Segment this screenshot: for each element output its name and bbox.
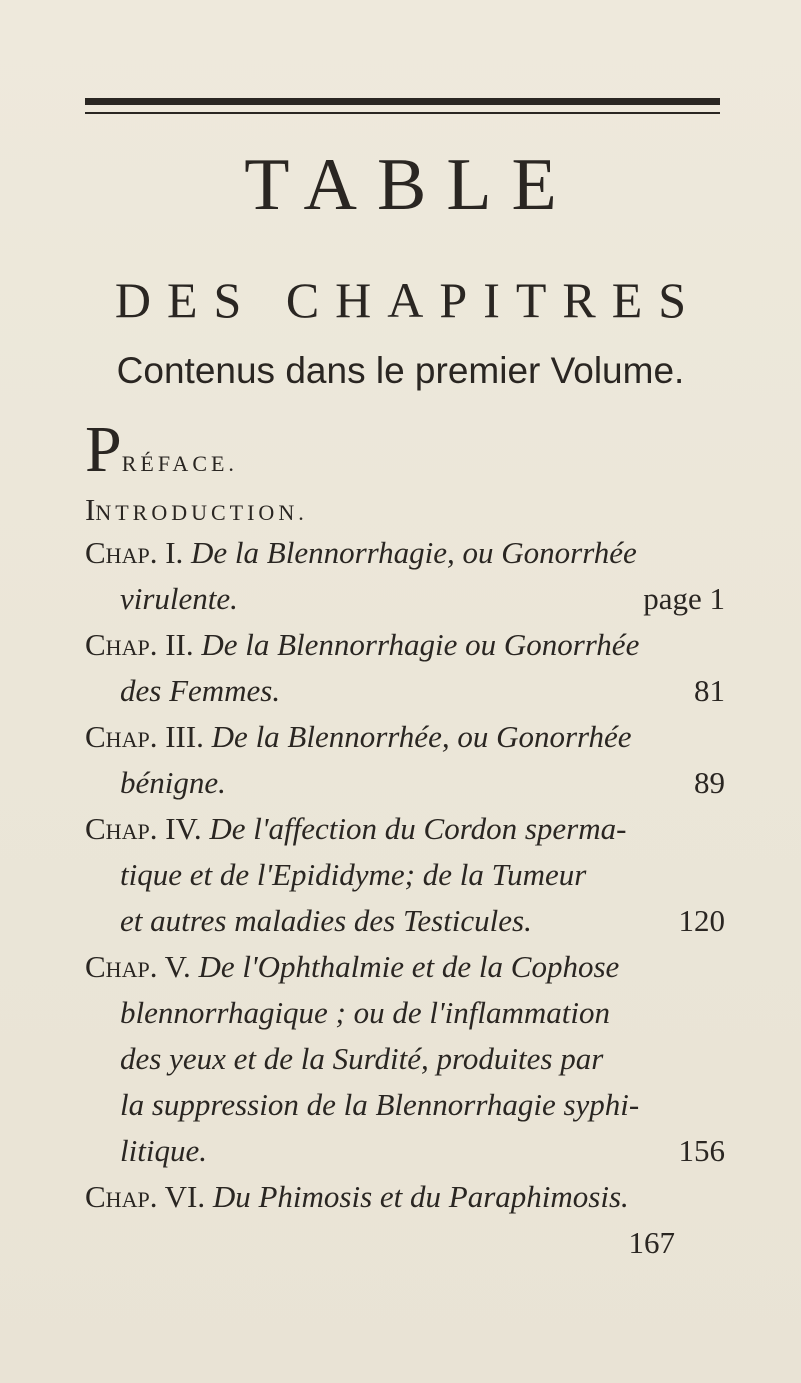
chapter-title-line: et autres maladies des Testicules. [120,903,532,938]
chapter-title-line: De la Blennorrhée, ou Gonorrhée [211,719,632,754]
page-title: TABLE [244,144,577,226]
page-subtitle: DES CHAPITRES [114,272,703,328]
chapter-label: Chap. VI. [85,1179,206,1214]
intro-rest: NTRODUCTION. [95,500,308,525]
chapter-title-line: des Femmes. [120,673,281,708]
chapter-page-number: 89 [694,765,725,800]
intro-initial: I [85,492,96,527]
chapter-label: Chap. IV. [85,811,202,846]
chapter-title-line: litique. [120,1133,207,1168]
chapter-entry-1 [85,530,725,622]
chapter-title-line: la suppression de la Blennorrhagie syphi- [120,1087,640,1122]
chapter-entry-3 [85,714,725,806]
chapter-title-line: De la Blennorrhagie, ou Gonorrhée [191,535,637,570]
chapter-title-line: des yeux et de la Surdité, produites par [120,1041,604,1076]
chapter-page-number: 120 [678,903,725,938]
chapter-entry-2 [85,622,725,714]
chapter-title-line: Du Phimosis et du Paraphimosis. [212,1179,629,1214]
chapter-page-number: 81 [694,673,725,708]
contents-description: Contenus dans le premier Volume. [116,350,685,391]
preface-initial: P [85,413,122,486]
chapter-label: Chap. I. [85,535,184,570]
chapter-label: Chap. V. [85,949,191,984]
chapter-title-line: De l'Ophthalmie et de la Cophose [198,949,620,984]
chapter-entry-4 [85,806,725,944]
chapter-entry-5 [85,944,725,1174]
chapter-title-line: blennorrhagique ; ou de l'inflammation [120,995,610,1030]
chapter-title-line: tique et de l'Epididyme; de la Tumeur [120,857,587,892]
chapter-label: Chap. III. [85,719,204,754]
chapter-label: Chap. II. [85,627,194,662]
top-rule-thick [85,98,720,105]
preface-rest: RÉFACE. [121,451,238,476]
chapter-title-line: virulente. [120,581,238,616]
chapter-entry-6 [85,1174,725,1266]
chapter-title-line: De l'affection du Cordon sperma- [209,811,627,846]
chapter-page-number: 167 [628,1225,675,1260]
chapter-title-line: De la Blennorrhagie ou Gonorrhée [201,627,640,662]
chapter-page-number: 156 [678,1133,725,1168]
top-rule-thin [85,112,720,114]
chapter-page-number: page 1 [643,581,725,616]
chapter-title-line: bénigne. [120,765,226,800]
